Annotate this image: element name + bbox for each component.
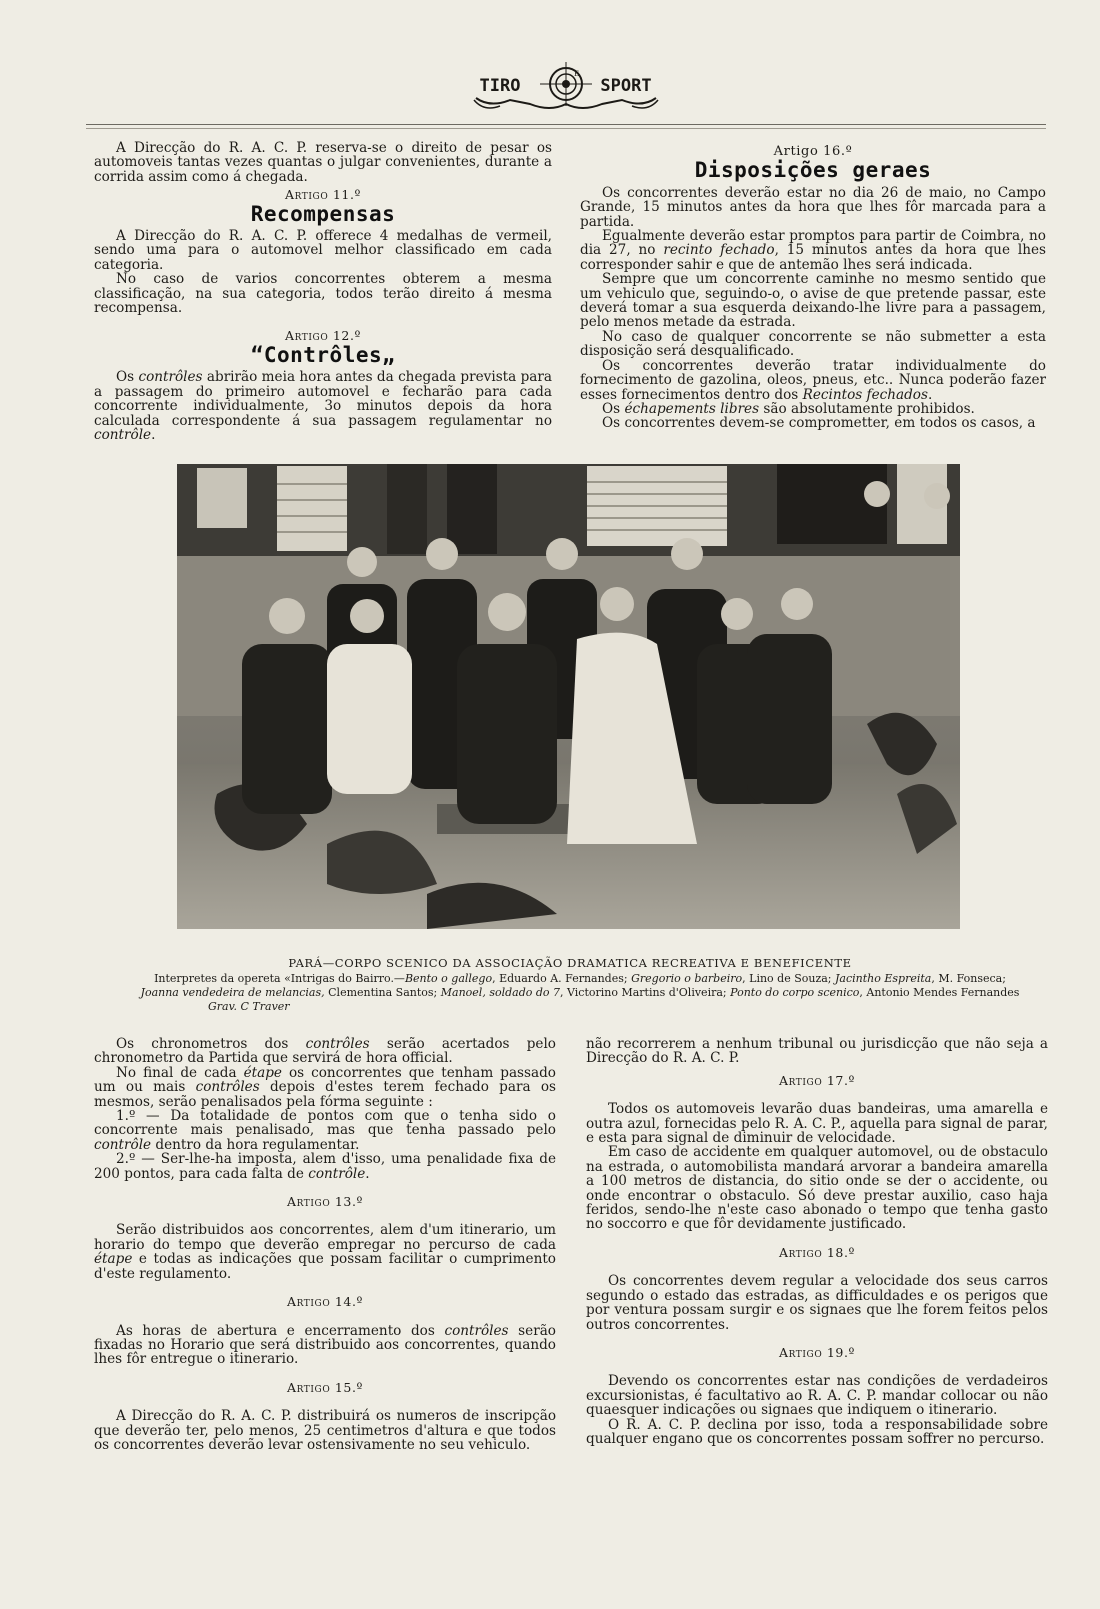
art16-paragraph-1: Os concorrentes deverão estar no dia 26 de maio, no Campo Grande, 15 minutos antes da hora que lhes fôr marcada para a partida. [580, 184, 1046, 230]
controles-heading: “Contrôles„ [250, 342, 396, 367]
art14-paragraph [94, 1324, 556, 1367]
text-span: serão fixadas no Horario que será distribuido aos concorrentes, quando lhes fôr entregue o itinerario. [94, 1322, 556, 1368]
text-span: abrirão meia hora antes da chegada prevista para a passagem do primeiro automovel e fecharão para cada concorrente individualmente, 3o minutos depois da hora calculada correspondente á sua passagem regulamentar no [94, 369, 552, 429]
left-column-bottom [94, 1037, 556, 1452]
text-span: , M. Fonseca; [931, 972, 1006, 985]
italic-term: contrôle [94, 1136, 152, 1153]
italic-term: étape [243, 1064, 282, 1081]
text-span: As horas de abertura e encerramento dos [116, 1322, 445, 1339]
right-column-top [580, 141, 1046, 431]
continuation-paragraph: não recorrerem a nenhum tribunal ou jurisdicção que não seja a Direcção do R. A. C. P. [586, 1036, 1048, 1067]
text-span: . [927, 386, 933, 403]
header-rule [86, 124, 1046, 125]
text-span: No final de cada [116, 1064, 244, 1081]
text-span: 2.º — Ser-lhe-ha imposta, alem d'isso, uma penalidade fixa de 200 pontos, para cada falta de [94, 1151, 556, 1182]
penalty-item-2 [94, 1152, 556, 1181]
photo-caption-title: PARÁ—CORPO SCENICO DA ASSOCIAÇÃO DRAMATICA RECREATIVA E BENEFICENTE [288, 956, 852, 970]
photo-illustration [177, 464, 960, 929]
text-span: serão acertados pelo chronometro da Partida que servirá de hora official. [94, 1036, 556, 1067]
italic-term: contrôles [195, 1079, 260, 1096]
text-span: , 15 minutos antes da hora que lhes corresponder sahir e que de antemão lhes será indicada. [580, 242, 1046, 273]
art15-paragraph: A Direcção do R. A. C. P. distribuirá os numeros de inscripção que deverão ter, pelo menos, 25 centimetros d'altura e que todos os concorrentes deverão levar ostensivamente no seu vehiculo. [94, 1408, 556, 1453]
text-span: depois d'estes terem fechado para os mesmos, serão penalisados pela fórma seguinte : [94, 1079, 556, 1110]
art19-paragraph-1: Devendo os concorrentes estar nas condições de verdadeiros excursionistas, é facultativo ao R. A. C. P. mandar collocar ou não quaesquer indicações ou signaes que indiquem o itinerario. [586, 1373, 1048, 1419]
text-span: Serão distribuidos aos concorrentes, alem d'um itinerario, um horario do tempo que deverão empregar no percurso de cada [94, 1222, 556, 1253]
svg-text:E: E [574, 70, 580, 78]
italic-term: Jacintho Espreita [835, 972, 932, 985]
text-span: , Lino de Souza; [742, 972, 836, 985]
art12-paragraph [94, 370, 552, 442]
art19-paragraph-2: O R. A. C. P. declina por isso, toda a responsabilidade sobre qualquer engano que os concorrentes possam soffrer no percurso. [586, 1416, 1048, 1447]
text-span: Os concorrentes deverão tratar individualmente do fornecimento de gazolina, oleos, pneus, etc.. Nunca poderão fazer esses fornecimentos dentro dos [580, 357, 1046, 403]
art17-paragraph-2: Em caso de accidente em qualquer automovel, ou de obstaculo na estrada, o automobilista mandará arvorar a bandeira amarella a 100 metros de distancia, do sitio onde se der o accidente, ou onde encontrar o obstaculo. Só deve prestar auxilio, caso haja feridos, sendo-lhe n'este caso abonado o tempo que tenha gasto no soccorro e que fôr devidamente justificado. [586, 1144, 1048, 1233]
art16-paragraph-4: No caso de qualquer concorrente se não submetter a esta disposição será desqualificado. [580, 328, 1046, 360]
text-span: Egualmente deverão estar promptos para partir de Coimbra, no dia 27, no [580, 228, 1046, 259]
text-span: Os [116, 369, 139, 386]
header-rule-thin [86, 128, 1046, 129]
italic-term: contrôles [305, 1036, 370, 1052]
italic-term: Manoel, soldado do 7 [440, 986, 561, 999]
art16-paragraph-6 [580, 402, 1046, 416]
text-span: Clementina Santos; [324, 986, 441, 999]
intro-paragraph: A Direcção do R. A. C. P. reserva-se o direito de pesar os automoveis tantas vezes quantas o julgar convenientes, durante a corrida assim como á chegada. [94, 140, 552, 185]
artigo-11-label: Artigo 11.º [284, 187, 362, 203]
svg-text:TIRO: TIRO [479, 76, 521, 96]
photo-caption-line-1 [140, 972, 1020, 985]
italic-term: contrôle [308, 1165, 366, 1182]
recompensas-heading: Recompensas [250, 201, 396, 226]
text-span: os concorrentes que tenham passado um ou mais [94, 1064, 556, 1096]
italic-term: Gregorio o barbeiro [631, 972, 743, 985]
artigo-13-label: Artigo 13.º [286, 1194, 364, 1210]
art16-paragraph-2 [580, 229, 1046, 272]
chronometros-paragraph [94, 1037, 556, 1066]
text-span: dentro da hora regulamentar. [151, 1136, 360, 1153]
italic-term: recinto fechado [663, 242, 775, 259]
italic-term: Bento o gallego [404, 972, 493, 985]
art16-paragraph-5 [580, 359, 1046, 402]
artigo-17-label: Artigo 17.º [778, 1072, 856, 1088]
artigo-18-label: Artigo 18.º [778, 1244, 856, 1260]
art16-paragraph-3: Sempre que um concorrente caminhe no mesmo sentido que um vehiculo que, seguindo-o, o avise de que pretende passar, este deverá tomar a sua esquerda deixando-lhe livre para a passagem, pelo menos metade da estrada. [580, 271, 1046, 331]
text-span: , Antonio Mendes Fernandes [859, 986, 1020, 999]
italic-term: contrôles [444, 1322, 509, 1339]
text-span: Os [602, 400, 625, 417]
artigo-12-label: Artigo 12.º [284, 328, 362, 344]
masthead-emblem [470, 60, 662, 115]
etape-paragraph [94, 1066, 556, 1109]
italic-term: Recintos fechados [802, 386, 928, 403]
italic-term: Ponto do corpo scenico [730, 986, 860, 999]
artigo-16-label: Artigo 16.º [773, 144, 853, 159]
text-span: são absolutamente prohibidos. [759, 400, 975, 417]
text-span: , Eduardo A. Fernandes; [492, 972, 632, 985]
italic-term: étape [94, 1251, 133, 1268]
art16-paragraph-7: Os concorrentes devem-se comprometter, em todos os casos, a [602, 415, 1036, 432]
left-column-top [94, 141, 552, 442]
text-span: Os chronometros dos [116, 1036, 306, 1052]
text-span: 1.º — Da totalidade de pontos com que o tenha sido o concorrente mais penalisado, mas que tenha passado pelo [94, 1108, 556, 1139]
photo-caption-line-2 [140, 986, 1020, 999]
art17-paragraph-1: Todos os automoveis levarão duas bandeiras, uma amarella e outra azul, fornecidas pelo R. A. C. P., aquella para signal de parar, e esta para signal de diminuir de velocidade. [586, 1101, 1048, 1147]
text-span: . [151, 426, 156, 443]
penalty-item-1 [94, 1109, 556, 1152]
italic-term: contrôles [138, 369, 203, 386]
text-span: . [365, 1165, 370, 1182]
art18-paragraph: Os concorrentes devem regular a velocidade dos seus carros segundo o estado das estradas, as difficuldades e os perigos que por ventura possam surgir e os signaes que lhe forem feitos pelos outros concorrentes. [586, 1273, 1048, 1333]
right-column-bottom [586, 1037, 1048, 1446]
italic-term: contrôle [94, 426, 152, 443]
italic-term: échapements libres [624, 400, 760, 417]
disposicoes-heading: Disposições geraes [694, 158, 932, 183]
masthead-logo [470, 60, 662, 115]
engraver-credit: Grav. C Traver [208, 1000, 290, 1013]
artigo-15-label: Artigo 15.º [286, 1379, 364, 1395]
art11-paragraph-2: No caso de varios concorrentes obterem a mesma classificação, na sua categoria, todos terão direito á mesma recompensa. [94, 271, 552, 317]
group-photograph [177, 464, 960, 929]
artigo-14-label: Artigo 14.º [286, 1294, 364, 1310]
art11-paragraph-1: A Direcção do R. A. C. P. offerece 4 medalhas de vermeil, sendo uma para o automovel melhor classificado em cada categoria. [94, 228, 552, 273]
text-span: Interpretes da opereta «Intrigas do Bairro.— [154, 972, 405, 985]
text-span: e todas as indicações que possam facilitar o cumprimento d'este regulamento. [94, 1251, 556, 1282]
svg-text:SPORT: SPORT [600, 76, 652, 96]
text-span: , Victorino Martins d'Oliveira; [560, 986, 731, 999]
art13-paragraph [94, 1223, 556, 1281]
artigo-19-label: Artigo 19.º [778, 1344, 856, 1360]
italic-term: Joanna vendedeira de melancias, [140, 986, 325, 999]
